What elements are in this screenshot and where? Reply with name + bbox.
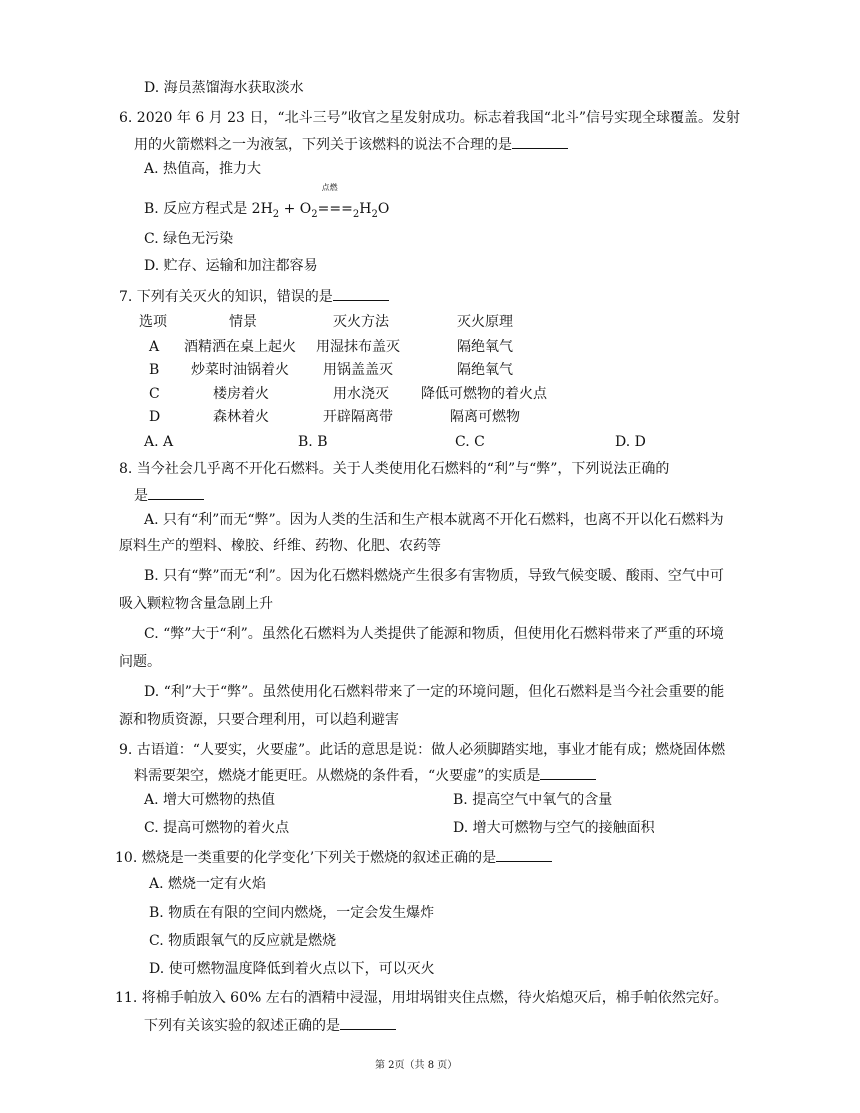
- q7-option-b: B. B: [298, 434, 328, 450]
- answer-blank: [540, 765, 596, 780]
- q8-option-d-line1: D. “利”大于“弊”。虽然使用化石燃料带来了一定的环境问题，但化石燃料是当今社会重要的能: [144, 684, 725, 700]
- q9-option-b: B. 提高空气中氧气的含量: [453, 792, 613, 808]
- q8-option-a-line2: 原料生产的塑料、橡胶、纤维、药物、化肥、农药等: [119, 538, 441, 554]
- q6-option-a: A. 热值高，推力大: [144, 161, 262, 177]
- table-cell: B: [149, 362, 160, 378]
- q7-stem: 7. 下列有关灭火的知识，错误的是: [119, 286, 389, 307]
- q8-option-d-line2: 源和物质资源，只要合理利用，可以趋利避害: [119, 712, 399, 728]
- table-cell: A: [149, 339, 160, 355]
- table-cell: C: [149, 386, 160, 402]
- q8-option-c-line1: C. “弊”大于“利”。虽然化石燃料为人类提供了能源和物质，但使用化石燃料带来了严重的环境: [144, 626, 724, 642]
- answer-blank: [340, 1015, 396, 1030]
- q6-option-b: B. 反应方程式是 $2H_2 + O_2$ 点燃 $===_2H_2O$: [144, 183, 390, 220]
- q8-option-b-line1: B. 只有“弊”而无“利”。因为化石燃料燃烧产生很多有害物质，导致气候变暖、酸雨、空气中可: [144, 568, 724, 584]
- q9-stem-line1: 9. 古语道：“人要实，火要虚”。此话的意思是说：做人必须脚踏实地，事业才能有成；燃烧固体燃: [119, 742, 726, 758]
- table-header: 情景: [229, 314, 257, 330]
- q10-option-c: C. 物质跟氧气的反应就是燃烧: [149, 933, 337, 949]
- table-cell: 炒菜时油锅着火: [191, 362, 289, 378]
- q6-stem-line2: 用的火箭燃料之一为液氢，下列关于该燃料的说法不合理的是: [134, 134, 568, 155]
- q10-option-b: B. 物质在有限的空间内燃烧，一定会发生爆炸: [149, 905, 435, 921]
- q10-option-d: D. 使可燃物温度降低到着火点以下，可以灭火: [149, 961, 435, 977]
- table-cell: 隔绝氧气: [457, 339, 513, 355]
- answer-blank: [496, 847, 552, 862]
- answer-blank: [512, 134, 568, 149]
- q8-option-a-line1: A. 只有“利”而无“弊”。因为人类的生活和生产根本就离不开化石燃料，也离不开以化石燃料为: [144, 512, 724, 528]
- q9-stem-line2: 料需要架空，燃烧才能更旺。从燃烧的条件看，“火要虚”的实质是: [134, 765, 596, 786]
- q11-stem-line2: 下列有关该实验的叙述正确的是: [144, 1015, 396, 1036]
- q5-option-d: D. 海员蒸馏海水获取淡水: [144, 80, 304, 96]
- table-cell: 用湿抹布盖灭: [316, 339, 400, 355]
- q8-option-c-line2: 问题。: [119, 654, 161, 670]
- table-cell: 隔绝氧气: [457, 362, 513, 378]
- q9-option-a: A. 增大可燃物的热值: [144, 792, 276, 808]
- table-header: 灭火方法: [333, 314, 389, 330]
- answer-blank: [333, 286, 389, 301]
- q7-option-c: C. C: [455, 434, 485, 450]
- reaction-condition: 点燃: [321, 183, 338, 192]
- q6-option-c: C. 绿色无污染: [144, 231, 234, 247]
- page-number: 第 2页（共 8 页）: [375, 1060, 458, 1071]
- table-cell: 隔离可燃物: [450, 409, 520, 425]
- table-cell: 楼房着火: [213, 386, 269, 402]
- table-cell: D: [149, 409, 161, 425]
- table-cell: 降低可燃物的着火点: [421, 386, 547, 402]
- table-cell: 酒精洒在桌上起火: [184, 339, 296, 355]
- chemical-equation: $2H_2 + O_2$ 点燃 $===_2H_2O$: [251, 183, 390, 220]
- table-header: 灭火原理: [457, 314, 513, 330]
- reaction-arrow: 点燃 ===: [317, 183, 353, 217]
- q8-stem-line1: 8. 当今社会几乎离不开化石燃料。关于人类使用化石燃料的“利”与“弊”，下列说法正确的: [119, 461, 670, 477]
- q8-option-b-line2: 吸入颗粒物含量急剧上升: [119, 596, 273, 612]
- q11-stem-line1: 11. 将棉手帕放入 60% 左右的酒精中浸湿，用坩埚钳夹住点燃，待火焰熄灭后，棉手帕依然完好。: [115, 990, 728, 1006]
- q9-option-d: D. 增大可燃物与空气的接触面积: [453, 820, 655, 836]
- q6-option-d: D. 贮存、运输和加注都容易: [144, 258, 318, 274]
- q10-stem: 10. 燃烧是一类重要的化学变化’下列关于燃烧的叙述正确的是: [115, 847, 552, 868]
- q9-option-c: C. 提高可燃物的着火点: [144, 820, 290, 836]
- q7-option-a: A. A: [144, 434, 174, 450]
- q8-stem-line2: 是: [134, 485, 204, 506]
- answer-blank: [148, 485, 204, 500]
- table-cell: 用锅盖盖灭: [323, 362, 393, 378]
- q10-option-a: A. 燃烧一定有火焰: [149, 876, 267, 892]
- table-cell: 森林着火: [213, 409, 269, 425]
- q7-option-d: D. D: [615, 434, 646, 450]
- table-cell: 用水浇灭: [333, 386, 389, 402]
- q6-stem-line1: 6. 2020 年 6 月 23 日，“北斗三号”收官之星发射成功。标志着我国“北斗”信号实现全球覆盖。发射: [119, 110, 741, 126]
- table-cell: 开辟隔离带: [323, 409, 393, 425]
- table-header: 选项: [139, 314, 167, 330]
